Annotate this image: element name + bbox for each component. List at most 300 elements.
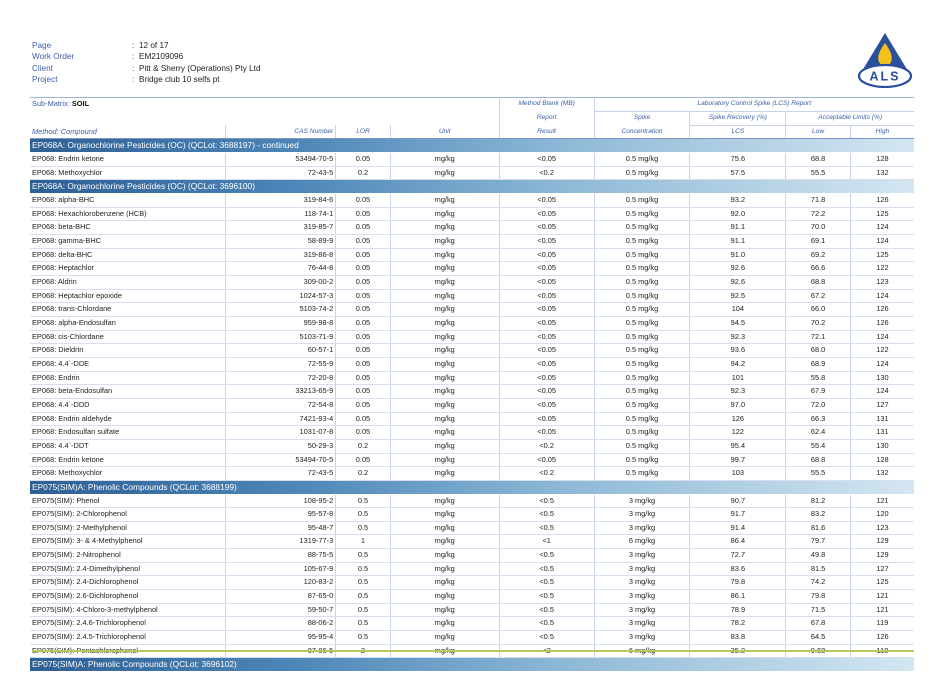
lor-cell: 0.5	[336, 562, 390, 576]
low-limit-cell: 66.0	[786, 303, 851, 317]
result-cell: <0.05	[499, 398, 594, 412]
header-value: Bridge club 10 selfs pt	[139, 74, 220, 84]
table-row	[30, 235, 914, 249]
high-limit-cell: 129	[850, 549, 914, 563]
lor-cell: 0.5	[336, 590, 390, 604]
table-row	[30, 617, 914, 631]
cas-number-cell: 7421-93-4	[226, 412, 336, 426]
concentration-cell: 3 mg/kg	[594, 631, 690, 645]
concentration-cell: 0.5 mg/kg	[594, 248, 690, 262]
high-limit-cell: 128	[850, 453, 914, 467]
concentration-cell: 0.5 mg/kg	[594, 166, 690, 180]
col-lor: LOR	[336, 125, 390, 139]
cas-number-cell: 59-50-7	[226, 603, 336, 617]
unit-cell: mg/kg	[390, 371, 499, 385]
logo-text: ALS	[869, 69, 901, 84]
table-row	[30, 194, 914, 208]
table-row	[30, 262, 914, 276]
high-limit-cell: 126	[850, 194, 914, 208]
lor-cell: 0.05	[336, 248, 390, 262]
lor-cell: 1	[336, 535, 390, 549]
lcs-cell: 92.6	[690, 276, 786, 290]
low-limit-cell: 55.5	[786, 166, 851, 180]
header-spacer	[30, 112, 499, 126]
lor-cell: 0.5	[336, 603, 390, 617]
result-cell: <0.05	[499, 453, 594, 467]
submatrix-cell	[30, 98, 499, 112]
compound-cell: EP075(SIM): 2.4-Dimethylphenol	[30, 562, 226, 576]
unit-cell: mg/kg	[390, 617, 499, 631]
low-limit-cell: 55.4	[786, 439, 851, 453]
high-limit-cell: 124	[850, 289, 914, 303]
compound-cell: EP075(SIM): 4-Chloro-3-methylphenol	[30, 603, 226, 617]
qc-group-header	[30, 180, 914, 194]
unit-cell: mg/kg	[390, 494, 499, 508]
cas-number-cell: 1031-07-8	[226, 426, 336, 440]
result-cell: <0.05	[499, 426, 594, 440]
high-limit-cell: 125	[850, 576, 914, 590]
concentration-cell: 0.5 mg/kg	[594, 153, 690, 167]
low-limit-cell: 49.8	[786, 549, 851, 563]
column-header-row	[30, 125, 914, 139]
concentration-cell: 3 mg/kg	[594, 576, 690, 590]
unit-cell: mg/kg	[390, 262, 499, 276]
compound-cell: EP075(SIM): 2-Nitrophenol	[30, 549, 226, 563]
cas-number-cell: 105-67-9	[226, 562, 336, 576]
cas-number-cell: 88-75-5	[226, 549, 336, 563]
concentration-cell: 0.5 mg/kg	[594, 330, 690, 344]
col-low: Low	[786, 125, 851, 139]
table-row	[30, 166, 914, 180]
lcs-cell: 99.7	[690, 453, 786, 467]
lor-cell: 0.05	[336, 262, 390, 276]
concentration-cell: 0.5 mg/kg	[594, 412, 690, 426]
lor-cell: 0.05	[336, 330, 390, 344]
cas-number-cell: 50-29-3	[226, 439, 336, 453]
lcs-cell: 91.1	[690, 235, 786, 249]
header-label: Client	[32, 63, 53, 73]
header-row-project	[32, 74, 261, 85]
header-row-1	[30, 98, 914, 112]
cas-number-cell: 76-44-8	[226, 262, 336, 276]
table-row	[30, 590, 914, 604]
unit-cell: mg/kg	[390, 576, 499, 590]
lor-cell: 0.05	[336, 235, 390, 249]
lcs-cell: 94.2	[690, 357, 786, 371]
concentration-cell: 6 mg/kg	[594, 535, 690, 549]
table-row	[30, 207, 914, 221]
compound-cell: EP068: Methoxychlor	[30, 467, 226, 481]
low-limit-cell: 62.4	[786, 426, 851, 440]
header-row-2	[30, 112, 914, 126]
table-row	[30, 603, 914, 617]
concentration-cell: 0.5 mg/kg	[594, 371, 690, 385]
unit-cell: mg/kg	[390, 276, 499, 290]
unit-cell: mg/kg	[390, 535, 499, 549]
concentration-cell: 0.5 mg/kg	[594, 276, 690, 290]
col-unit: Unit	[390, 125, 499, 139]
compound-cell: EP075(SIM): 2.6-Dichlorophenol	[30, 590, 226, 604]
header-row-client	[32, 63, 261, 74]
qc-group-header	[30, 480, 914, 494]
lor-cell: 0.5	[336, 508, 390, 522]
compound-cell: EP068: Heptachlor	[30, 262, 226, 276]
lor-cell: 0.05	[336, 194, 390, 208]
table-row	[30, 344, 914, 358]
header-row-page	[32, 40, 261, 51]
concentration-cell: 0.5 mg/kg	[594, 344, 690, 358]
table-row	[30, 289, 914, 303]
unit-cell: mg/kg	[390, 385, 499, 399]
high-limit-cell: 120	[850, 508, 914, 522]
unit-cell: mg/kg	[390, 426, 499, 440]
low-limit-cell: 81.5	[786, 562, 851, 576]
compound-cell: EP068: beta-BHC	[30, 221, 226, 235]
result-cell: <0.05	[499, 153, 594, 167]
lor-cell: 0.05	[336, 344, 390, 358]
concentration-cell: 0.5 mg/kg	[594, 262, 690, 276]
lcs-cell: 83.8	[690, 631, 786, 645]
lcs-cell: 91.1	[690, 221, 786, 235]
col-lcs: LCS	[690, 125, 786, 139]
lcs-cell: 101	[690, 371, 786, 385]
lor-cell: 0.05	[336, 276, 390, 290]
cas-number-cell: 95-57-8	[226, 508, 336, 522]
lor-cell: 0.05	[336, 303, 390, 317]
lcs-cell: 78.9	[690, 603, 786, 617]
lcs-cell: 93.6	[690, 344, 786, 358]
table-row	[30, 467, 914, 481]
compound-cell: EP068: 4.4`-DDD	[30, 398, 226, 412]
unit-cell: mg/kg	[390, 289, 499, 303]
concentration-cell: 3 mg/kg	[594, 494, 690, 508]
concentration-cell: 0.5 mg/kg	[594, 398, 690, 412]
high-limit-cell: 127	[850, 398, 914, 412]
lcs-cell: 90.7	[690, 494, 786, 508]
lcs-cell: 92.3	[690, 330, 786, 344]
lcs-cell: 91.7	[690, 508, 786, 522]
lcs-cell: 79.8	[690, 576, 786, 590]
col-concentration: Concentration	[594, 125, 690, 139]
low-limit-cell: 72.1	[786, 330, 851, 344]
unit-cell: mg/kg	[390, 235, 499, 249]
lcs-cell: 92.5	[690, 289, 786, 303]
unit-cell: mg/kg	[390, 521, 499, 535]
table-row	[30, 576, 914, 590]
low-limit-cell: 55.5	[786, 467, 851, 481]
result-cell: <0.5	[499, 631, 594, 645]
report-header	[32, 40, 261, 85]
lcs-cell: 103	[690, 467, 786, 481]
compound-cell: EP068: Endrin ketone	[30, 453, 226, 467]
cas-number-cell: 58-89-9	[226, 235, 336, 249]
high-limit-cell: 124	[850, 357, 914, 371]
cas-number-cell: 72-20-8	[226, 371, 336, 385]
unit-cell: mg/kg	[390, 467, 499, 481]
unit-cell: mg/kg	[390, 303, 499, 317]
lor-cell: 0.05	[336, 289, 390, 303]
compound-cell: EP075(SIM): 2-Chlorophenol	[30, 508, 226, 522]
low-limit-cell: 68.9	[786, 357, 851, 371]
concentration-cell: 0.5 mg/kg	[594, 357, 690, 371]
lcs-cell: 72.7	[690, 549, 786, 563]
cas-number-cell: 319-84-6	[226, 194, 336, 208]
lor-cell: 0.05	[336, 153, 390, 167]
result-cell: <0.5	[499, 603, 594, 617]
lcs-cell: 75.6	[690, 153, 786, 167]
compound-cell: EP068: 4.4`-DDT	[30, 439, 226, 453]
high-limit-cell: 121	[850, 590, 914, 604]
lor-cell: 0.05	[336, 207, 390, 221]
result-cell: <0.05	[499, 262, 594, 276]
qc-group-title: EP068A: Organochlorine Pesticides (OC) (QCLot: 3696100)	[30, 180, 914, 194]
compound-cell: EP068: Endrin	[30, 371, 226, 385]
result-cell: <0.5	[499, 590, 594, 604]
table-row	[30, 494, 914, 508]
result-cell: <0.05	[499, 330, 594, 344]
table-row	[30, 357, 914, 371]
lor-cell: 0.05	[336, 398, 390, 412]
compound-cell: EP068: cis-Chlordane	[30, 330, 226, 344]
high-limit-cell: 119	[850, 617, 914, 631]
result-cell: <0.5	[499, 494, 594, 508]
lor-cell: 0.05	[336, 385, 390, 399]
compound-cell: EP068: Hexachlorobenzene (HCB)	[30, 207, 226, 221]
low-limit-cell: 81.6	[786, 521, 851, 535]
lor-cell: 0.2	[336, 166, 390, 180]
header-separator: :	[132, 63, 135, 73]
low-limit-cell: 55.8	[786, 371, 851, 385]
unit-cell: mg/kg	[390, 153, 499, 167]
compound-cell: EP068: Dieldrin	[30, 344, 226, 358]
compound-cell: EP068: gamma-BHC	[30, 235, 226, 249]
lor-cell: 0.2	[336, 439, 390, 453]
lcs-cell: 57.5	[690, 166, 786, 180]
result-cell: <0.05	[499, 303, 594, 317]
cas-number-cell: 118-74-1	[226, 207, 336, 221]
lcs-cell: 91.0	[690, 248, 786, 262]
unit-cell: mg/kg	[390, 316, 499, 330]
table-row	[30, 521, 914, 535]
unit-cell: mg/kg	[390, 453, 499, 467]
low-limit-cell: 72.0	[786, 398, 851, 412]
cas-number-cell: 1319-77-3	[226, 535, 336, 549]
concentration-cell: 3 mg/kg	[594, 617, 690, 631]
result-cell: <0.2	[499, 467, 594, 481]
table-row	[30, 535, 914, 549]
result-cell: <0.5	[499, 508, 594, 522]
table-row	[30, 631, 914, 645]
lcs-header: Laboratory Control Spike (LCS) Report	[594, 98, 914, 112]
concentration-cell: 0.5 mg/kg	[594, 316, 690, 330]
compound-cell: EP075(SIM): 2.4.5-Trichlorophenol	[30, 631, 226, 645]
cas-number-cell: 33213-65-9	[226, 385, 336, 399]
compound-cell: EP075(SIM): 2.4-Dichlorophenol	[30, 576, 226, 590]
lcs-cell: 97.0	[690, 398, 786, 412]
result-cell: <0.05	[499, 412, 594, 426]
high-limit-cell: 132	[850, 166, 914, 180]
low-limit-cell: 69.1	[786, 235, 851, 249]
lcs-cell: 95.4	[690, 439, 786, 453]
lor-cell: 0.5	[336, 494, 390, 508]
table-row	[30, 398, 914, 412]
lor-cell: 0.05	[336, 371, 390, 385]
table-row	[30, 371, 914, 385]
unit-cell: mg/kg	[390, 439, 499, 453]
result-cell: <0.05	[499, 371, 594, 385]
result-cell: <0.05	[499, 207, 594, 221]
cas-number-cell: 53494-70-5	[226, 453, 336, 467]
low-limit-cell: 71.5	[786, 603, 851, 617]
high-limit-cell: 124	[850, 385, 914, 399]
header-value: 12 of 17	[139, 41, 169, 50]
concentration-cell: 0.5 mg/kg	[594, 221, 690, 235]
result-cell: <0.5	[499, 562, 594, 576]
submatrix-value: SOIL	[71, 99, 90, 109]
table-row	[30, 221, 914, 235]
compound-cell: EP075(SIM): 2-Methylphenol	[30, 521, 226, 535]
result-cell: <0.05	[499, 235, 594, 249]
unit-cell: mg/kg	[390, 207, 499, 221]
table-row	[30, 562, 914, 576]
lcs-cell: 122	[690, 426, 786, 440]
result-cell: <0.05	[499, 289, 594, 303]
concentration-cell: 0.5 mg/kg	[594, 426, 690, 440]
concentration-cell: 0.5 mg/kg	[594, 194, 690, 208]
lor-cell: 0.05	[336, 412, 390, 426]
lcs-cell: 94.5	[690, 316, 786, 330]
low-limit-cell: 68.0	[786, 344, 851, 358]
low-limit-cell: 79.7	[786, 535, 851, 549]
unit-cell: mg/kg	[390, 344, 499, 358]
cas-number-cell: 72-43-5	[226, 166, 336, 180]
low-limit-cell: 71.8	[786, 194, 851, 208]
low-limit-cell: 67.2	[786, 289, 851, 303]
compound-cell: EP068: Endrin ketone	[30, 153, 226, 167]
high-limit-cell: 123	[850, 521, 914, 535]
qc-group-title: EP075(SIM)A: Phenolic Compounds (QCLot: 3696102)	[30, 658, 914, 672]
compound-cell: EP068: Aldrin	[30, 276, 226, 290]
high-limit-cell: 125	[850, 207, 914, 221]
mb-header-line2: Report	[499, 112, 594, 126]
concentration-cell: 0.5 mg/kg	[594, 235, 690, 249]
result-cell: <0.5	[499, 549, 594, 563]
lcs-cell: 93.2	[690, 194, 786, 208]
high-limit-cell: 123	[850, 276, 914, 290]
low-limit-cell: 69.2	[786, 248, 851, 262]
als-logo	[856, 31, 914, 88]
compound-cell: EP068: beta-Endosulfan	[30, 385, 226, 399]
high-limit-cell: 124	[850, 235, 914, 249]
result-cell: <0.05	[499, 344, 594, 358]
spike-recovery-header: Spike Recovery (%)	[690, 112, 786, 126]
header-label: Work Order	[32, 52, 75, 62]
low-limit-cell: 68.8	[786, 153, 851, 167]
table-row	[30, 385, 914, 399]
cas-number-cell: 319-85-7	[226, 221, 336, 235]
high-limit-cell: 126	[850, 303, 914, 317]
low-limit-cell: 81.2	[786, 494, 851, 508]
lor-cell: 0.5	[336, 576, 390, 590]
result-cell: <0.2	[499, 439, 594, 453]
unit-cell: mg/kg	[390, 398, 499, 412]
high-limit-cell: 131	[850, 426, 914, 440]
high-limit-cell: 128	[850, 153, 914, 167]
header-separator: :	[132, 74, 135, 84]
cas-number-cell: 72-54-8	[226, 398, 336, 412]
result-cell: <0.05	[499, 316, 594, 330]
table-row	[30, 412, 914, 426]
low-limit-cell: 67.8	[786, 617, 851, 631]
cas-number-cell: 120-83-2	[226, 576, 336, 590]
concentration-cell: 0.5 mg/kg	[594, 467, 690, 481]
low-limit-cell: 64.5	[786, 631, 851, 645]
low-limit-cell: 67.9	[786, 385, 851, 399]
low-limit-cell: 66.6	[786, 262, 851, 276]
concentration-cell: 3 mg/kg	[594, 603, 690, 617]
low-limit-cell: 79.8	[786, 590, 851, 604]
col-result: Result	[499, 125, 594, 139]
cas-number-cell: 88-06-2	[226, 617, 336, 631]
concentration-cell: 3 mg/kg	[594, 562, 690, 576]
result-cell: <1	[499, 535, 594, 549]
concentration-cell: 3 mg/kg	[594, 590, 690, 604]
high-limit-cell: 124	[850, 330, 914, 344]
lcs-cell: 92.6	[690, 262, 786, 276]
result-cell: <0.2	[499, 166, 594, 180]
concentration-cell: 3 mg/kg	[594, 521, 690, 535]
low-limit-cell: 70.2	[786, 316, 851, 330]
lor-cell: 0.5	[336, 617, 390, 631]
result-cell: <0.05	[499, 221, 594, 235]
concentration-cell: 0.5 mg/kg	[594, 453, 690, 467]
low-limit-cell: 83.2	[786, 508, 851, 522]
compound-cell: EP068: alpha-Endosulfan	[30, 316, 226, 330]
high-limit-cell: 125	[850, 248, 914, 262]
cas-number-cell: 108-95-2	[226, 494, 336, 508]
compound-cell: EP068: alpha-BHC	[30, 194, 226, 208]
cas-number-cell: 95-95-4	[226, 631, 336, 645]
qc-group-title: EP075(SIM)A: Phenolic Compounds (QCLot: 3688199)	[30, 480, 914, 494]
lcs-cell: 86.1	[690, 590, 786, 604]
cas-number-cell: 5103-71-9	[226, 330, 336, 344]
compound-cell: EP068: Endrin aldehyde	[30, 412, 226, 426]
unit-cell: mg/kg	[390, 631, 499, 645]
result-cell: <0.05	[499, 357, 594, 371]
unit-cell: mg/kg	[390, 590, 499, 604]
high-limit-cell: 121	[850, 603, 914, 617]
compound-cell: EP068: 4.4`-DDE	[30, 357, 226, 371]
concentration-cell: 0.5 mg/kg	[594, 207, 690, 221]
table-row	[30, 439, 914, 453]
cas-number-cell: 72-55-9	[226, 357, 336, 371]
mb-header	[499, 98, 594, 112]
lor-cell: 0.5	[336, 521, 390, 535]
table-row	[30, 276, 914, 290]
unit-cell: mg/kg	[390, 221, 499, 235]
cas-number-cell: 309-00-2	[226, 276, 336, 290]
high-limit-cell: 122	[850, 344, 914, 358]
header-value: Pitt & Sherry (Operations) Pty Ltd	[139, 63, 261, 73]
high-limit-cell: 129	[850, 535, 914, 549]
concentration-cell: 3 mg/kg	[594, 549, 690, 563]
unit-cell: mg/kg	[390, 412, 499, 426]
result-cell: <0.5	[499, 521, 594, 535]
cas-number-cell: 95-48-7	[226, 521, 336, 535]
result-cell: <0.5	[499, 576, 594, 590]
compound-cell: EP068: Endosulfan sulfate	[30, 426, 226, 440]
low-limit-cell: 66.3	[786, 412, 851, 426]
